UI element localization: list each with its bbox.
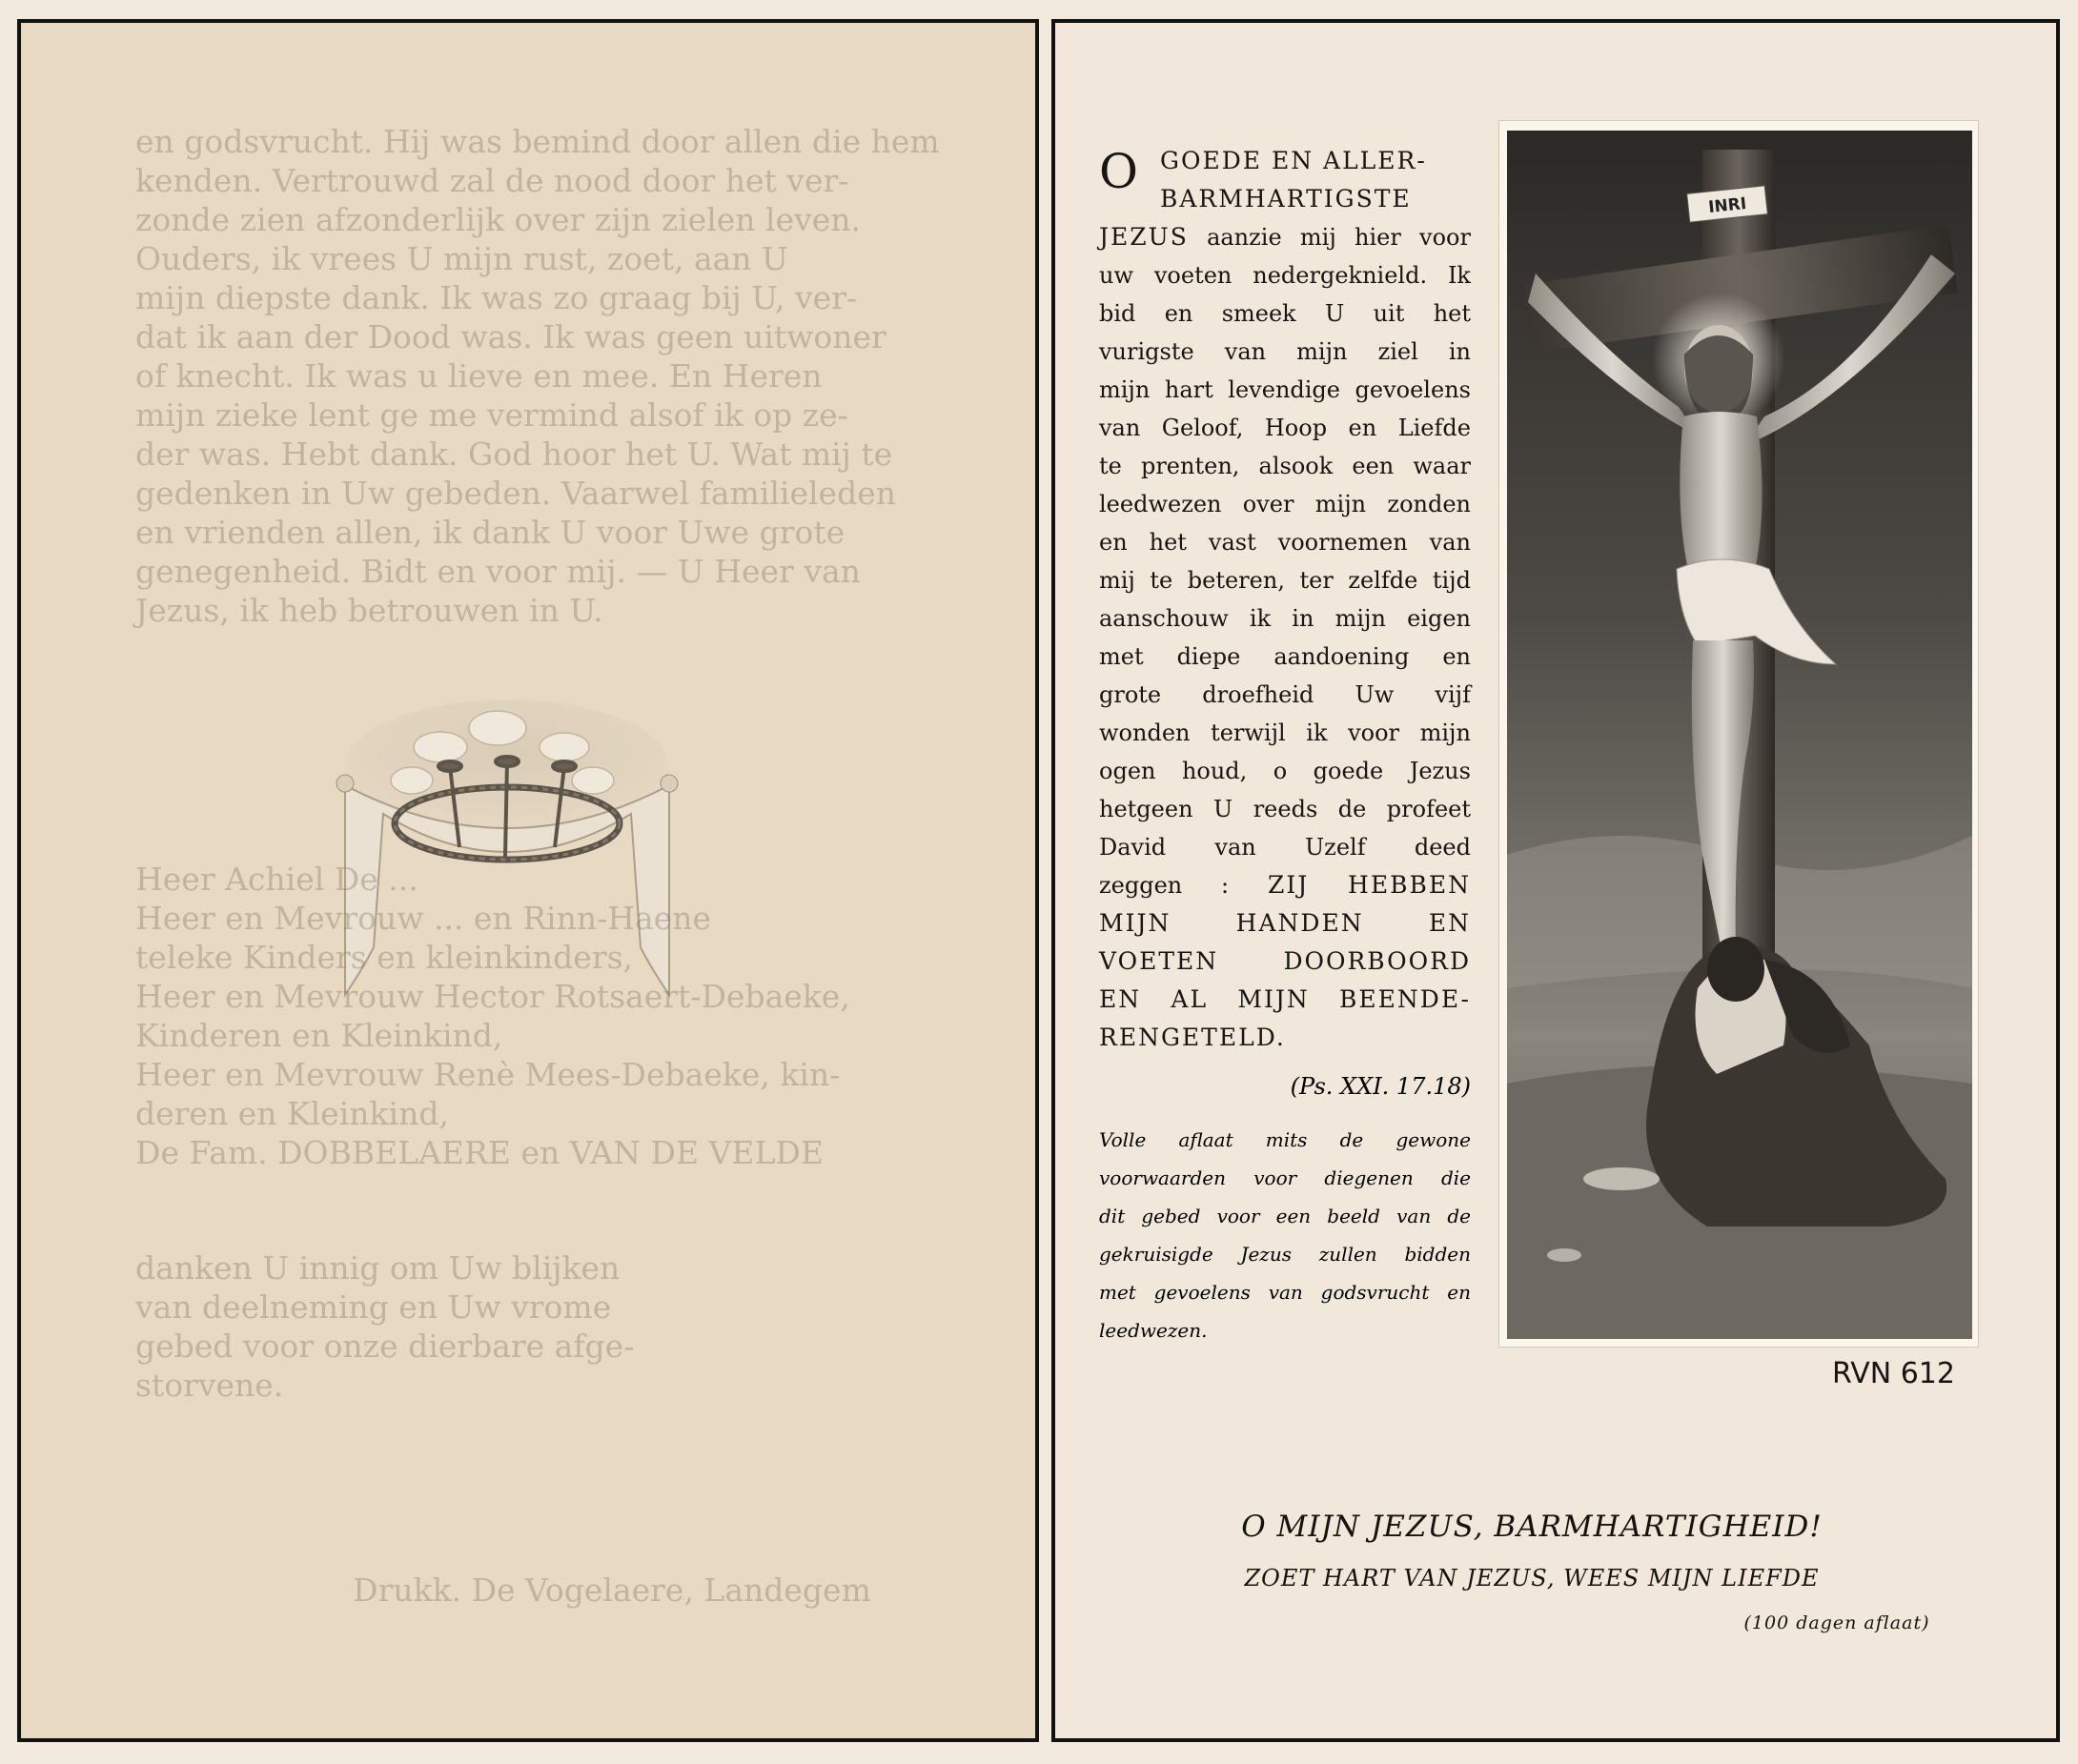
prayer-line	[1099, 866, 1471, 904]
word: het	[1149, 529, 1187, 556]
bleed-line: Jezus, ik heb betrouwen in U.	[135, 592, 603, 629]
word: in	[1292, 605, 1314, 632]
word: godsvrucht	[1320, 1281, 1430, 1304]
word: ziel	[1377, 338, 1418, 365]
word: mijn	[1099, 376, 1151, 403]
word: en	[1099, 529, 1128, 556]
bleed-line: Heer Achiel De ...	[135, 861, 418, 898]
prayer-line	[1099, 981, 1471, 1019]
word: David	[1099, 834, 1167, 861]
word: U	[1325, 300, 1345, 327]
word: mits	[1265, 1128, 1308, 1151]
prayer-line	[1099, 523, 1471, 561]
word: Geloof,	[1161, 415, 1244, 441]
word: mijn	[1419, 720, 1471, 746]
word: BEENDE-	[1339, 985, 1471, 1013]
bleed-line: en godsvrucht. Hij was bemind door allen die hem	[135, 123, 940, 160]
word: hier	[1354, 224, 1401, 251]
word: REN	[1099, 1024, 1161, 1051]
prayer-line	[1099, 676, 1471, 714]
prayer-text	[1099, 142, 1471, 1057]
word: voor	[1253, 1166, 1297, 1189]
prayer-line	[1099, 256, 1471, 294]
word: het	[1433, 300, 1471, 327]
bleed-line: genegenheid. Bidt en voor mij. — U Heer van	[135, 553, 861, 590]
word: Liefde	[1397, 415, 1471, 441]
word: vast	[1208, 529, 1256, 556]
bleed-line: gebed voor onze dierbare afge-	[135, 1328, 635, 1365]
left-card-page	[17, 19, 1039, 1742]
word: van	[1224, 338, 1267, 365]
prayer-line	[1099, 599, 1471, 638]
word: vurigste	[1099, 338, 1194, 365]
word: MIJN	[1237, 985, 1310, 1013]
word: mijn	[1296, 338, 1348, 365]
indulgence-line	[1099, 1197, 1471, 1235]
word: waar	[1413, 453, 1471, 479]
word: met	[1099, 643, 1144, 670]
word: gevoelens	[1153, 1281, 1251, 1304]
word: beeld	[1327, 1205, 1380, 1227]
word: voornemen	[1277, 529, 1408, 556]
word: ZIJ	[1267, 871, 1310, 899]
word: van	[1214, 834, 1256, 861]
word: bid	[1099, 300, 1136, 327]
word: voor	[1419, 224, 1471, 251]
card-code: RVN 612	[1832, 1357, 1955, 1390]
prayer-line	[1099, 943, 1471, 981]
word: en	[1442, 643, 1471, 670]
word: voeten	[1153, 262, 1233, 289]
word: VOETEN	[1099, 947, 1219, 975]
heading-line-1: GOEDE EN ALLER-	[1160, 147, 1427, 174]
word: voor	[1348, 720, 1400, 746]
word: dit	[1099, 1205, 1126, 1227]
word: van	[1429, 529, 1471, 556]
prayer-line	[1099, 904, 1471, 943]
word: te	[1099, 453, 1122, 479]
word: aanschouw	[1099, 605, 1229, 632]
word: beteren,	[1187, 567, 1285, 594]
prayer-line	[1099, 828, 1471, 866]
word: droefheid	[1202, 681, 1314, 708]
word: reeds	[1253, 796, 1318, 822]
word: nedergeknield.	[1253, 262, 1428, 289]
word: zelfde	[1348, 567, 1418, 594]
bleed-through-family-list	[135, 860, 955, 1172]
bleed-line: of knecht. Ik was u lieve en mee. En Heren	[135, 357, 823, 395]
invocation-mercy: O MIJN JEZUS, BARMHARTIGHEID!	[1241, 1510, 1823, 1544]
word: gekruisigde	[1099, 1243, 1213, 1266]
word: MIJN	[1099, 909, 1171, 937]
word: voorwaarden	[1099, 1166, 1226, 1189]
word: bidden	[1404, 1243, 1471, 1266]
word: zeggen	[1099, 872, 1183, 899]
prayer-line	[1099, 409, 1471, 447]
word: mij	[1299, 224, 1336, 251]
word: Jezus	[1240, 1243, 1292, 1266]
word: aanzie	[1207, 224, 1282, 251]
prayer-line	[1099, 752, 1471, 790]
word: ik	[1249, 605, 1272, 632]
word: Volle	[1099, 1128, 1147, 1151]
inri-label: INRI	[1707, 193, 1748, 218]
psalm-reference: (Ps. XXI. 17.18)	[1290, 1073, 1471, 1100]
word: leedwezen.	[1099, 1319, 1208, 1342]
word: van	[1099, 415, 1141, 441]
heading-line-2: BARMHARTIGSTE	[1160, 185, 1412, 213]
word: hart	[1164, 376, 1213, 403]
word: de	[1339, 1128, 1364, 1151]
word: goede	[1313, 758, 1384, 784]
word: gewone	[1396, 1128, 1471, 1151]
prayer-line	[1099, 218, 1471, 256]
word: een	[1275, 1205, 1312, 1227]
prayer-line	[1099, 447, 1471, 485]
word: profeet	[1386, 796, 1471, 822]
word: voor	[1216, 1205, 1260, 1227]
crucifixion-illustration	[1507, 131, 1972, 1339]
prayer-body	[1099, 218, 1471, 1057]
prayer-line	[1099, 485, 1471, 523]
word: die	[1440, 1166, 1471, 1189]
word: met	[1099, 1281, 1136, 1304]
word: diegenen	[1324, 1166, 1414, 1189]
word: deed	[1414, 834, 1471, 861]
prayer-line	[1099, 638, 1471, 676]
bleed-line: storvene.	[135, 1367, 284, 1404]
word: DOORBOORD	[1283, 947, 1471, 975]
indulgence-line	[1099, 1273, 1471, 1311]
word: uit	[1373, 300, 1405, 327]
prayer-line	[1099, 371, 1471, 409]
word: mijn	[1334, 605, 1386, 632]
word: leedwezen	[1099, 491, 1222, 517]
invocation-sacred-heart: ZOET HART VAN JEZUS, WEES MIJN LIEFDE	[1244, 1565, 1820, 1592]
word: zullen	[1318, 1243, 1377, 1266]
indulgence-line	[1099, 1311, 1471, 1349]
word: smeek	[1221, 300, 1296, 327]
bleed-line: kenden. Vertrouwd zal de nood door het ver-	[135, 162, 849, 199]
bleed-line: Heer en Mevrouw Hector Rotsaert-Debaeke,	[135, 978, 850, 1015]
bleed-line: teleke Kinders en kleinkinders,	[135, 939, 634, 976]
word: alsook	[1258, 453, 1334, 479]
indulgence-line	[1099, 1235, 1471, 1273]
word: GETELD.	[1160, 1024, 1286, 1051]
prayer-heading	[1099, 142, 1471, 218]
bleed-line: mijn diepste dank. Ik was zo graag bij U, ver-	[135, 279, 858, 316]
prayer-line	[1099, 294, 1471, 333]
word: Hoop	[1264, 415, 1328, 441]
word: zonden	[1387, 491, 1471, 517]
word: EN	[1428, 909, 1471, 937]
word: levendige	[1228, 376, 1340, 403]
word: mijn	[1314, 491, 1367, 517]
word: de	[1337, 796, 1367, 822]
word: :	[1221, 872, 1230, 899]
word: en	[1348, 415, 1377, 441]
word: uw	[1099, 262, 1133, 289]
bleed-line: deren en Kleinkind,	[135, 1095, 449, 1132]
word: terwijl	[1211, 720, 1286, 746]
word: hetgeen	[1099, 796, 1193, 822]
word: en	[1164, 300, 1193, 327]
bleed-line: der was. Hebt dank. God hoor het U. Wat mij te	[135, 436, 893, 473]
prayer-line	[1099, 1019, 1471, 1057]
word: EN	[1099, 985, 1142, 1013]
bleed-line: danken U innig om Uw blijken	[135, 1249, 621, 1287]
word: vijf	[1435, 681, 1471, 708]
bleed-through-text	[135, 122, 955, 630]
word: en	[1447, 1281, 1471, 1304]
prayer-line	[1099, 714, 1471, 752]
word: in	[1448, 338, 1471, 365]
word: wonden	[1099, 720, 1191, 746]
word: tijd	[1432, 567, 1471, 594]
word: een	[1352, 453, 1395, 479]
word: de	[1447, 1205, 1471, 1227]
indulgence-days: (100 dagen aflaat)	[1743, 1612, 1930, 1633]
word: ik	[1306, 720, 1328, 746]
word: ter	[1299, 567, 1334, 594]
word: HANDEN	[1235, 909, 1364, 937]
bleed-line: Heer en Mevrouw Renè Mees-Debaeke, kin-	[135, 1056, 841, 1093]
indulgence-line	[1099, 1121, 1471, 1159]
word: eigen	[1407, 605, 1471, 632]
word: van	[1268, 1281, 1303, 1304]
word: mij	[1099, 567, 1135, 594]
word: houd,	[1181, 758, 1248, 784]
word: gevoelens	[1355, 376, 1471, 403]
word: gebed	[1141, 1205, 1201, 1227]
word: U	[1213, 796, 1233, 822]
word: prenten,	[1140, 453, 1240, 479]
bleed-line: gedenken in Uw gebeden. Vaarwel familieleden	[135, 475, 896, 512]
word: HEBBEN	[1348, 871, 1471, 899]
prayer-line	[1099, 790, 1471, 828]
bleed-line: dat ik aan der Dood was. Ik was geen uitwoner	[135, 318, 886, 355]
bleed-line: zonde zien afzonderlijk over zijn zielen leven.	[135, 201, 862, 238]
bleed-line: Kinderen en Kleinkind,	[135, 1017, 503, 1054]
right-card-page	[1051, 19, 2060, 1742]
bleed-line: van deelneming en Uw vrome	[135, 1288, 612, 1326]
bleed-through-printer: Drukk. De Vogelaere, Landegem	[353, 1571, 871, 1609]
indulgence-note	[1099, 1121, 1471, 1349]
bleed-line: Heer en Mevrouw ... en Rinn-Haene	[135, 900, 712, 937]
indulgence-line	[1099, 1159, 1471, 1197]
word: Uzelf	[1304, 834, 1366, 861]
word: Jezus	[1409, 758, 1471, 784]
word: ogen	[1099, 758, 1156, 784]
word: JEZUS	[1099, 223, 1189, 251]
word: aflaat	[1178, 1128, 1233, 1151]
bleed-line: De Fam. DOBBELAERE en VAN DE VELDE	[135, 1134, 824, 1171]
word: Uw	[1355, 681, 1395, 708]
crucifixion-image	[1498, 120, 1979, 1348]
word: o	[1273, 758, 1288, 784]
word: aandoening	[1273, 643, 1410, 670]
bleed-line: en vrienden allen, ik dank U voor Uwe grote	[135, 514, 845, 551]
drop-cap: O	[1099, 144, 1138, 199]
bleed-line: Ouders, ik vrees U mijn rust, zoet, aan U	[135, 240, 788, 277]
word: AL	[1171, 985, 1209, 1013]
word: te	[1150, 567, 1173, 594]
prayer-line	[1099, 561, 1471, 599]
prayer-line	[1099, 333, 1471, 371]
word: grote	[1099, 681, 1162, 708]
word: van	[1396, 1205, 1432, 1227]
word: diepe	[1176, 643, 1241, 670]
bleed-through-thanks	[135, 1248, 698, 1405]
word: Ik	[1447, 262, 1471, 289]
bleed-line: mijn zieke lent ge me vermind alsof ik op ze-	[135, 396, 848, 434]
word: over	[1242, 491, 1294, 517]
